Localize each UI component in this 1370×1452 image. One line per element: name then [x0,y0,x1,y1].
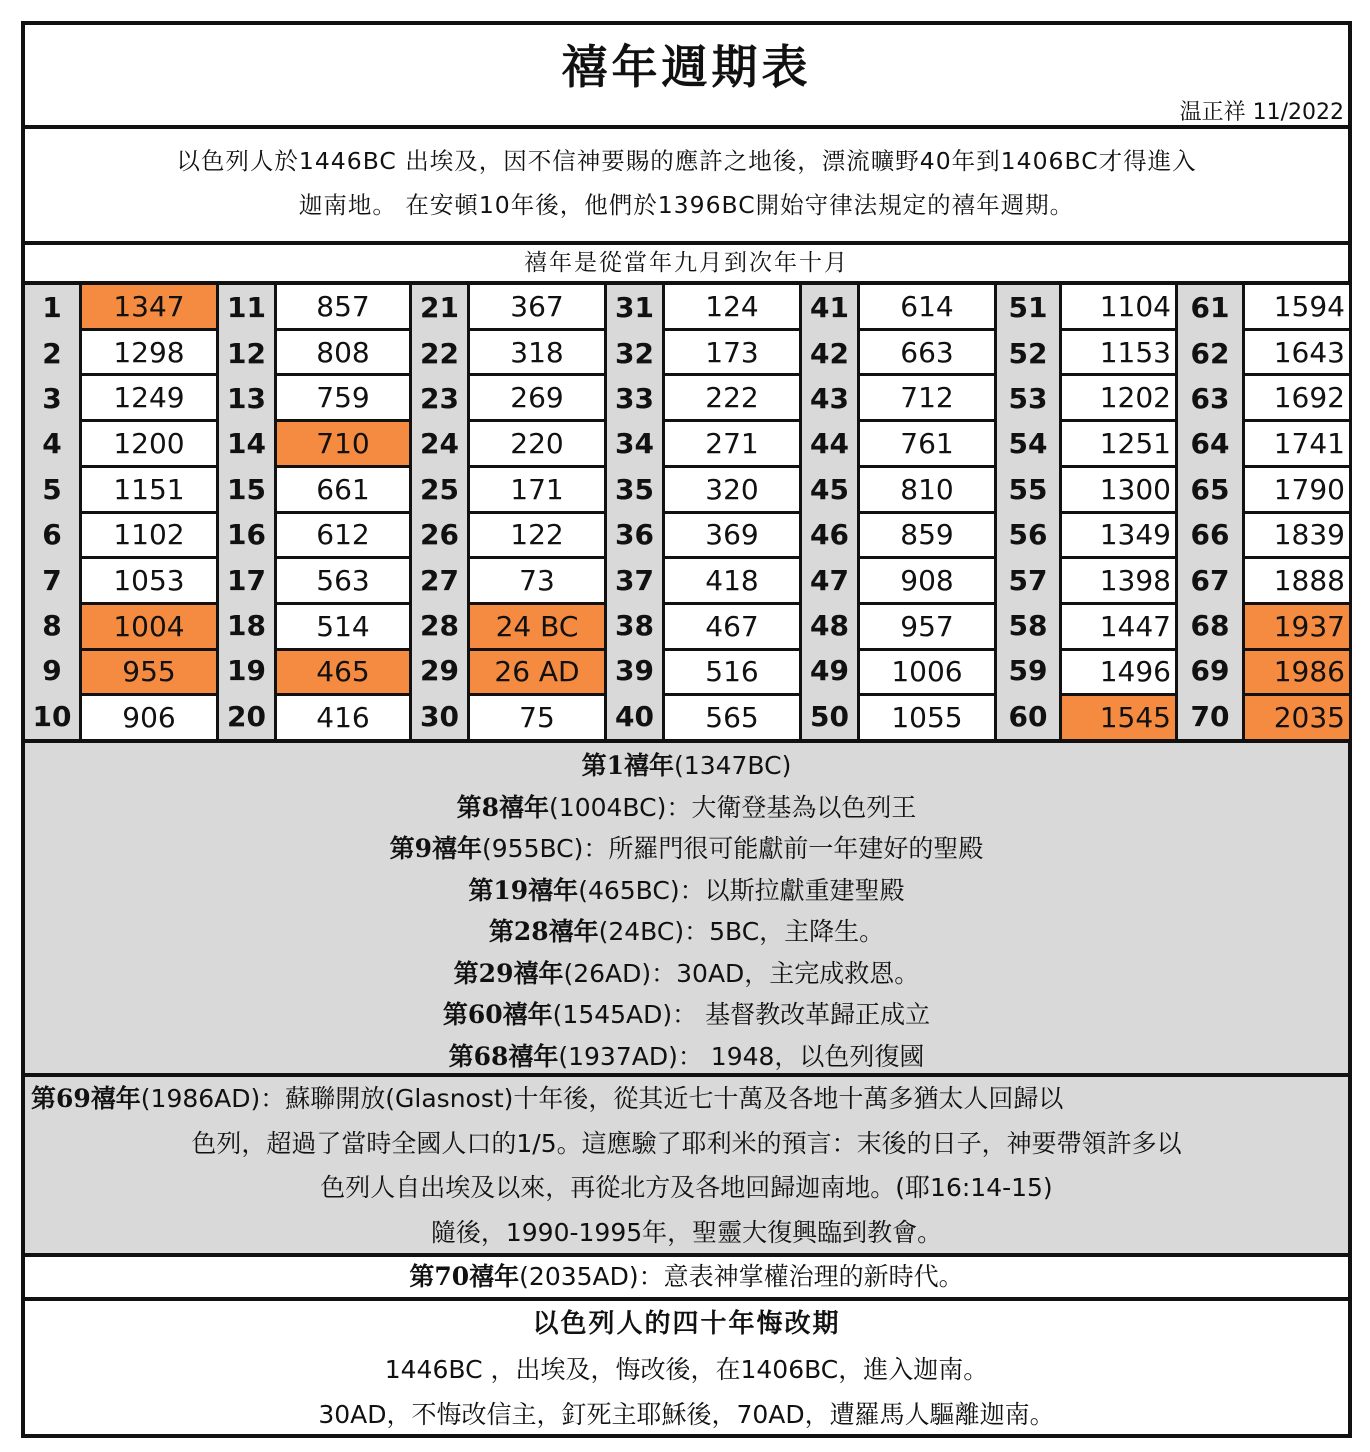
jubilee-number-cell: 32 [615,336,654,370]
jubilee-year-cell: 957 [860,605,994,651]
jubilee-year-cell: 810 [860,468,994,514]
jubilee-number-cell: 64 [1190,427,1230,461]
jubilee-year-cell: 271 [665,422,799,468]
jubilee-year-cell: 269 [470,376,604,422]
jubilee-year-cell: 1839 [1245,514,1349,560]
jubilee-number-cell: 19 [227,654,266,688]
jubilee-number-cell: 58 [1008,609,1048,643]
jubilee-number-cell: 56 [1008,518,1048,552]
jubilee-year-cell: 220 [470,422,604,468]
jubilee-year-cell: 1202 [1062,376,1175,422]
jubilee-number-column [607,285,665,739]
jubilee-year-cell: 467 [665,605,799,651]
jubilee-number-cell: 16 [227,518,266,552]
jubilee-number-cell: 46 [810,518,849,552]
jubilee-number-cell: 43 [810,382,849,416]
jubilee-number-cell: 70 [1190,699,1230,733]
jubilee-year-cell: 808 [277,331,409,377]
event-69-line-2: 色列，超過了當時全國人口的1/5。這應驗了耶利米的預言：末後的日子，神要帶領許多以 [191,1128,1182,1158]
jubilee-year-cell-highlighted: 1347 [82,285,216,331]
event-8: 第8禧年(1004BC)：大衛登基為以色列王 [456,792,917,822]
repentance-line-1: 1446BC ，出埃及，悔改後，在1406BC，進入迦南。 [384,1355,989,1384]
jubilee-number-column [1178,285,1245,739]
repentance-section [25,1301,1348,1438]
jubilee-year-cell: 761 [860,422,994,468]
jubilee-year-cell-highlighted: 26 AD [470,651,604,697]
jubilee-number-cell: 65 [1190,472,1230,506]
jubilee-year-cell: 516 [665,651,799,697]
jubilee-year-cell: 418 [665,559,799,605]
jubilee-number-column [25,285,82,739]
jubilee-number-cell: 44 [810,427,849,461]
jubilee-number-cell: 39 [615,654,654,688]
jubilee-year-cell: 1790 [1245,468,1349,514]
event-29: 第29禧年(26AD)：30AD，主完成救恩。 [453,958,920,988]
jubilee-number-cell: 4 [42,427,62,461]
jubilee-number-cell: 55 [1008,472,1048,506]
jubilee-year-cell-highlighted: 1986 [1245,651,1349,697]
jubilee-number-cell: 12 [227,336,266,370]
jubilee-year-cell: 1053 [82,559,216,605]
jubilee-number-cell: 41 [810,291,849,325]
jubilee-year-cell: 320 [665,468,799,514]
table-column-group [607,285,802,739]
jubilee-number-cell: 21 [420,291,459,325]
jubilee-year-cell: 369 [665,514,799,560]
event-69-line-4: 隨後，1990-1995年，聖靈大復興臨到教會。 [430,1217,943,1247]
jubilee-number-cell: 27 [420,563,459,597]
jubilee-number-cell: 6 [42,518,62,552]
repentance-title: 以色列人的四十年悔改期 [532,1309,841,1339]
event-70: 第70禧年(2035AD)：意表神掌權治理的新時代。 [409,1262,964,1291]
jubilee-number-cell: 29 [420,654,459,688]
jubilee-number-cell: 11 [227,291,266,325]
events-section [25,743,1348,1077]
jubilee-year-cell: 663 [860,331,994,377]
jubilee-year-cell: 1200 [82,422,216,468]
author-date: 温正祥 11/2022 [1179,100,1344,125]
jubilee-number-cell: 53 [1008,382,1048,416]
jubilee-number-cell: 13 [227,382,266,416]
event-60: 第60禧年(1545AD)： 基督教改革歸正成立 [442,1000,931,1029]
jubilee-number-cell: 3 [42,382,62,416]
table-column-group [1178,285,1349,739]
jubilee-number-cell: 62 [1190,336,1230,370]
jubilee-year-cell: 908 [860,559,994,605]
jubilee-number-cell: 26 [420,518,459,552]
jubilee-year-cell: 1741 [1245,422,1349,468]
jubilee-number-cell: 51 [1008,291,1048,325]
jubilee-year-cell: 173 [665,331,799,377]
jubilee-number-cell: 24 [420,427,459,461]
table-column-group [412,285,607,739]
jubilee-year-cell: 1055 [860,696,994,739]
subtitle: 禧年是從當年九月到次年十月 [25,245,1348,285]
intro-section [25,129,1348,245]
jubilee-year-cell: 75 [470,696,604,739]
jubilee-year-cell: 563 [277,559,409,605]
jubilee-year-cell-highlighted: 1545 [1062,696,1175,739]
jubilee-year-cell: 1151 [82,468,216,514]
jubilee-number-cell: 40 [615,699,654,733]
jubilee-year-cell-highlighted: 710 [277,422,409,468]
event-70-section [25,1257,1348,1301]
jubilee-number-cell: 67 [1190,563,1230,597]
jubilee-year-cell-highlighted: 1937 [1245,605,1349,651]
jubilee-year-cell-highlighted: 955 [82,651,216,697]
page-title: 禧年週期表 [561,40,812,94]
jubilee-year-cell: 759 [277,376,409,422]
jubilee-number-cell: 69 [1190,654,1230,688]
jubilee-number-cell: 30 [420,699,459,733]
jubilee-number-cell: 66 [1190,518,1230,552]
jubilee-number-cell: 7 [42,563,62,597]
event-19: 第19禧年(465BC)：以斯拉獻重建聖殿 [468,875,905,905]
jubilee-year-cell: 712 [860,376,994,422]
event-28: 第28禧年(24BC)：5BC，主降生。 [488,917,885,946]
jubilee-year-cell: 1102 [82,514,216,560]
jubilee-number-cell: 49 [810,654,849,688]
jubilee-number-cell: 47 [810,563,849,597]
jubilee-number-cell: 38 [615,609,654,643]
jubilee-year-cell: 1888 [1245,559,1349,605]
jubilee-number-cell: 50 [810,699,849,733]
jubilee-year-column [470,285,607,739]
jubilee-year-cell: 1692 [1245,376,1349,422]
jubilee-year-cell: 612 [277,514,409,560]
jubilee-number-cell: 1 [42,291,62,325]
jubilee-year-cell: 73 [470,559,604,605]
jubilee-number-cell: 48 [810,609,849,643]
jubilee-year-cell: 1496 [1062,651,1175,697]
intro-line-2: 迦南地。 在安頓10年後，他們於1396BC開始守律法規定的禧年週期。 [298,191,1075,219]
jubilee-year-cell: 222 [665,376,799,422]
jubilee-number-cell: 28 [420,609,459,643]
jubilee-year-column [82,285,219,739]
jubilee-year-cell: 906 [82,696,216,739]
jubilee-number-cell: 14 [227,427,266,461]
jubilee-number-cell: 20 [227,699,266,733]
jubilee-number-cell: 57 [1008,563,1048,597]
jubilee-number-cell: 63 [1190,382,1230,416]
table-column-group [802,285,997,739]
jubilee-year-cell: 1104 [1062,285,1175,331]
table-column-group [25,285,219,739]
title-section [25,25,1348,129]
jubilee-number-cell: 52 [1008,336,1048,370]
jubilee-number-cell: 23 [420,382,459,416]
jubilee-year-cell: 565 [665,696,799,739]
jubilee-number-cell: 35 [615,472,654,506]
jubilee-number-cell: 5 [42,472,62,506]
jubilee-year-column [277,285,412,739]
jubilee-number-cell: 60 [1008,699,1048,733]
jubilee-number-cell: 17 [227,563,266,597]
jubilee-year-cell: 859 [860,514,994,560]
jubilee-year-cell: 1594 [1245,285,1349,331]
table-column-group [219,285,412,739]
jubilee-year-column [1245,285,1349,739]
jubilee-number-cell: 15 [227,472,266,506]
jubilee-year-cell: 367 [470,285,604,331]
jubilee-year-cell: 614 [860,285,994,331]
jubilee-number-cell: 10 [32,699,72,733]
table-column-group [997,285,1178,739]
jubilee-number-column [219,285,277,739]
jubilee-year-cell: 1298 [82,331,216,377]
event-69-line-3: 色列人自出埃及以來，再從北方及各地回歸迦南地。(耶16:14-15) [320,1173,1053,1202]
repentance-line-2: 30AD，不悔改信主，釘死主耶穌後，70AD，遭羅馬人驅離迦南。 [318,1400,1055,1429]
jubilee-year-cell: 1006 [860,651,994,697]
jubilee-year-column [860,285,997,739]
jubilee-year-cell: 171 [470,468,604,514]
jubilee-year-cell: 124 [665,285,799,331]
event-69-line-1: 第69禧年(1986AD)：蘇聯開放(Glasnost)十年後，從其近七十萬及各地十萬多猶太人回歸以 [31,1084,1064,1113]
jubilee-number-column [997,285,1062,739]
jubilee-year-cell: 1349 [1062,514,1175,560]
jubilee-number-cell: 61 [1190,291,1230,325]
jubilee-number-cell: 8 [42,609,62,643]
jubilee-number-column [412,285,470,739]
intro-line-1: 以色列人於1446BC 出埃及，因不信神要賜的應許之地後，漂流曠野40年到1406BC才得進入 [176,147,1197,175]
jubilee-number-cell: 25 [420,472,459,506]
jubilee-number-cell: 59 [1008,654,1048,688]
jubilee-number-cell: 31 [615,291,654,325]
jubilee-year-cell: 514 [277,605,409,651]
event-1: 第1禧年(1347BC) [581,751,792,780]
jubilee-number-cell: 54 [1008,427,1048,461]
jubilee-year-cell-highlighted: 2035 [1245,696,1349,739]
jubilee-number-cell: 9 [42,654,62,688]
jubilee-year-cell: 1447 [1062,605,1175,651]
jubilee-year-cell: 1643 [1245,331,1349,377]
event-69-section [25,1077,1348,1257]
jubilee-number-cell: 45 [810,472,849,506]
jubilee-year-cell: 416 [277,696,409,739]
jubilee-number-cell: 42 [810,336,849,370]
jubilee-year-column [1062,285,1178,739]
jubilee-year-cell-highlighted: 1004 [82,605,216,651]
jubilee-year-cell-highlighted: 24 BC [470,605,604,651]
jubilee-year-cell: 1153 [1062,331,1175,377]
jubilee-number-cell: 33 [615,382,654,416]
event-9: 第9禧年(955BC)：所羅門很可能獻前一年建好的聖殿 [389,834,984,863]
jubilee-year-cell-highlighted: 465 [277,651,409,697]
jubilee-year-cell: 661 [277,468,409,514]
jubilee-table [25,285,1348,743]
jubilee-year-cell: 1398 [1062,559,1175,605]
jubilee-number-cell: 2 [42,336,62,370]
jubilee-year-cell: 318 [470,331,604,377]
jubilee-year-cell: 1300 [1062,468,1175,514]
jubilee-number-cell: 18 [227,609,266,643]
jubilee-number-cell: 34 [615,427,654,461]
jubilee-number-cell: 37 [615,563,654,597]
jubilee-year-cell: 857 [277,285,409,331]
jubilee-year-cell: 122 [470,514,604,560]
jubilee-number-column [802,285,860,739]
jubilee-number-cell: 68 [1190,609,1230,643]
jubilee-year-cell: 1251 [1062,422,1175,468]
event-68: 第68禧年(1937AD)： 1948，以色列復國 [448,1041,925,1071]
jubilee-year-cell: 1249 [82,376,216,422]
jubilee-number-cell: 22 [420,336,459,370]
jubilee-number-cell: 36 [615,518,654,552]
jubilee-year-column [665,285,802,739]
jubilee-document [21,21,1352,1438]
